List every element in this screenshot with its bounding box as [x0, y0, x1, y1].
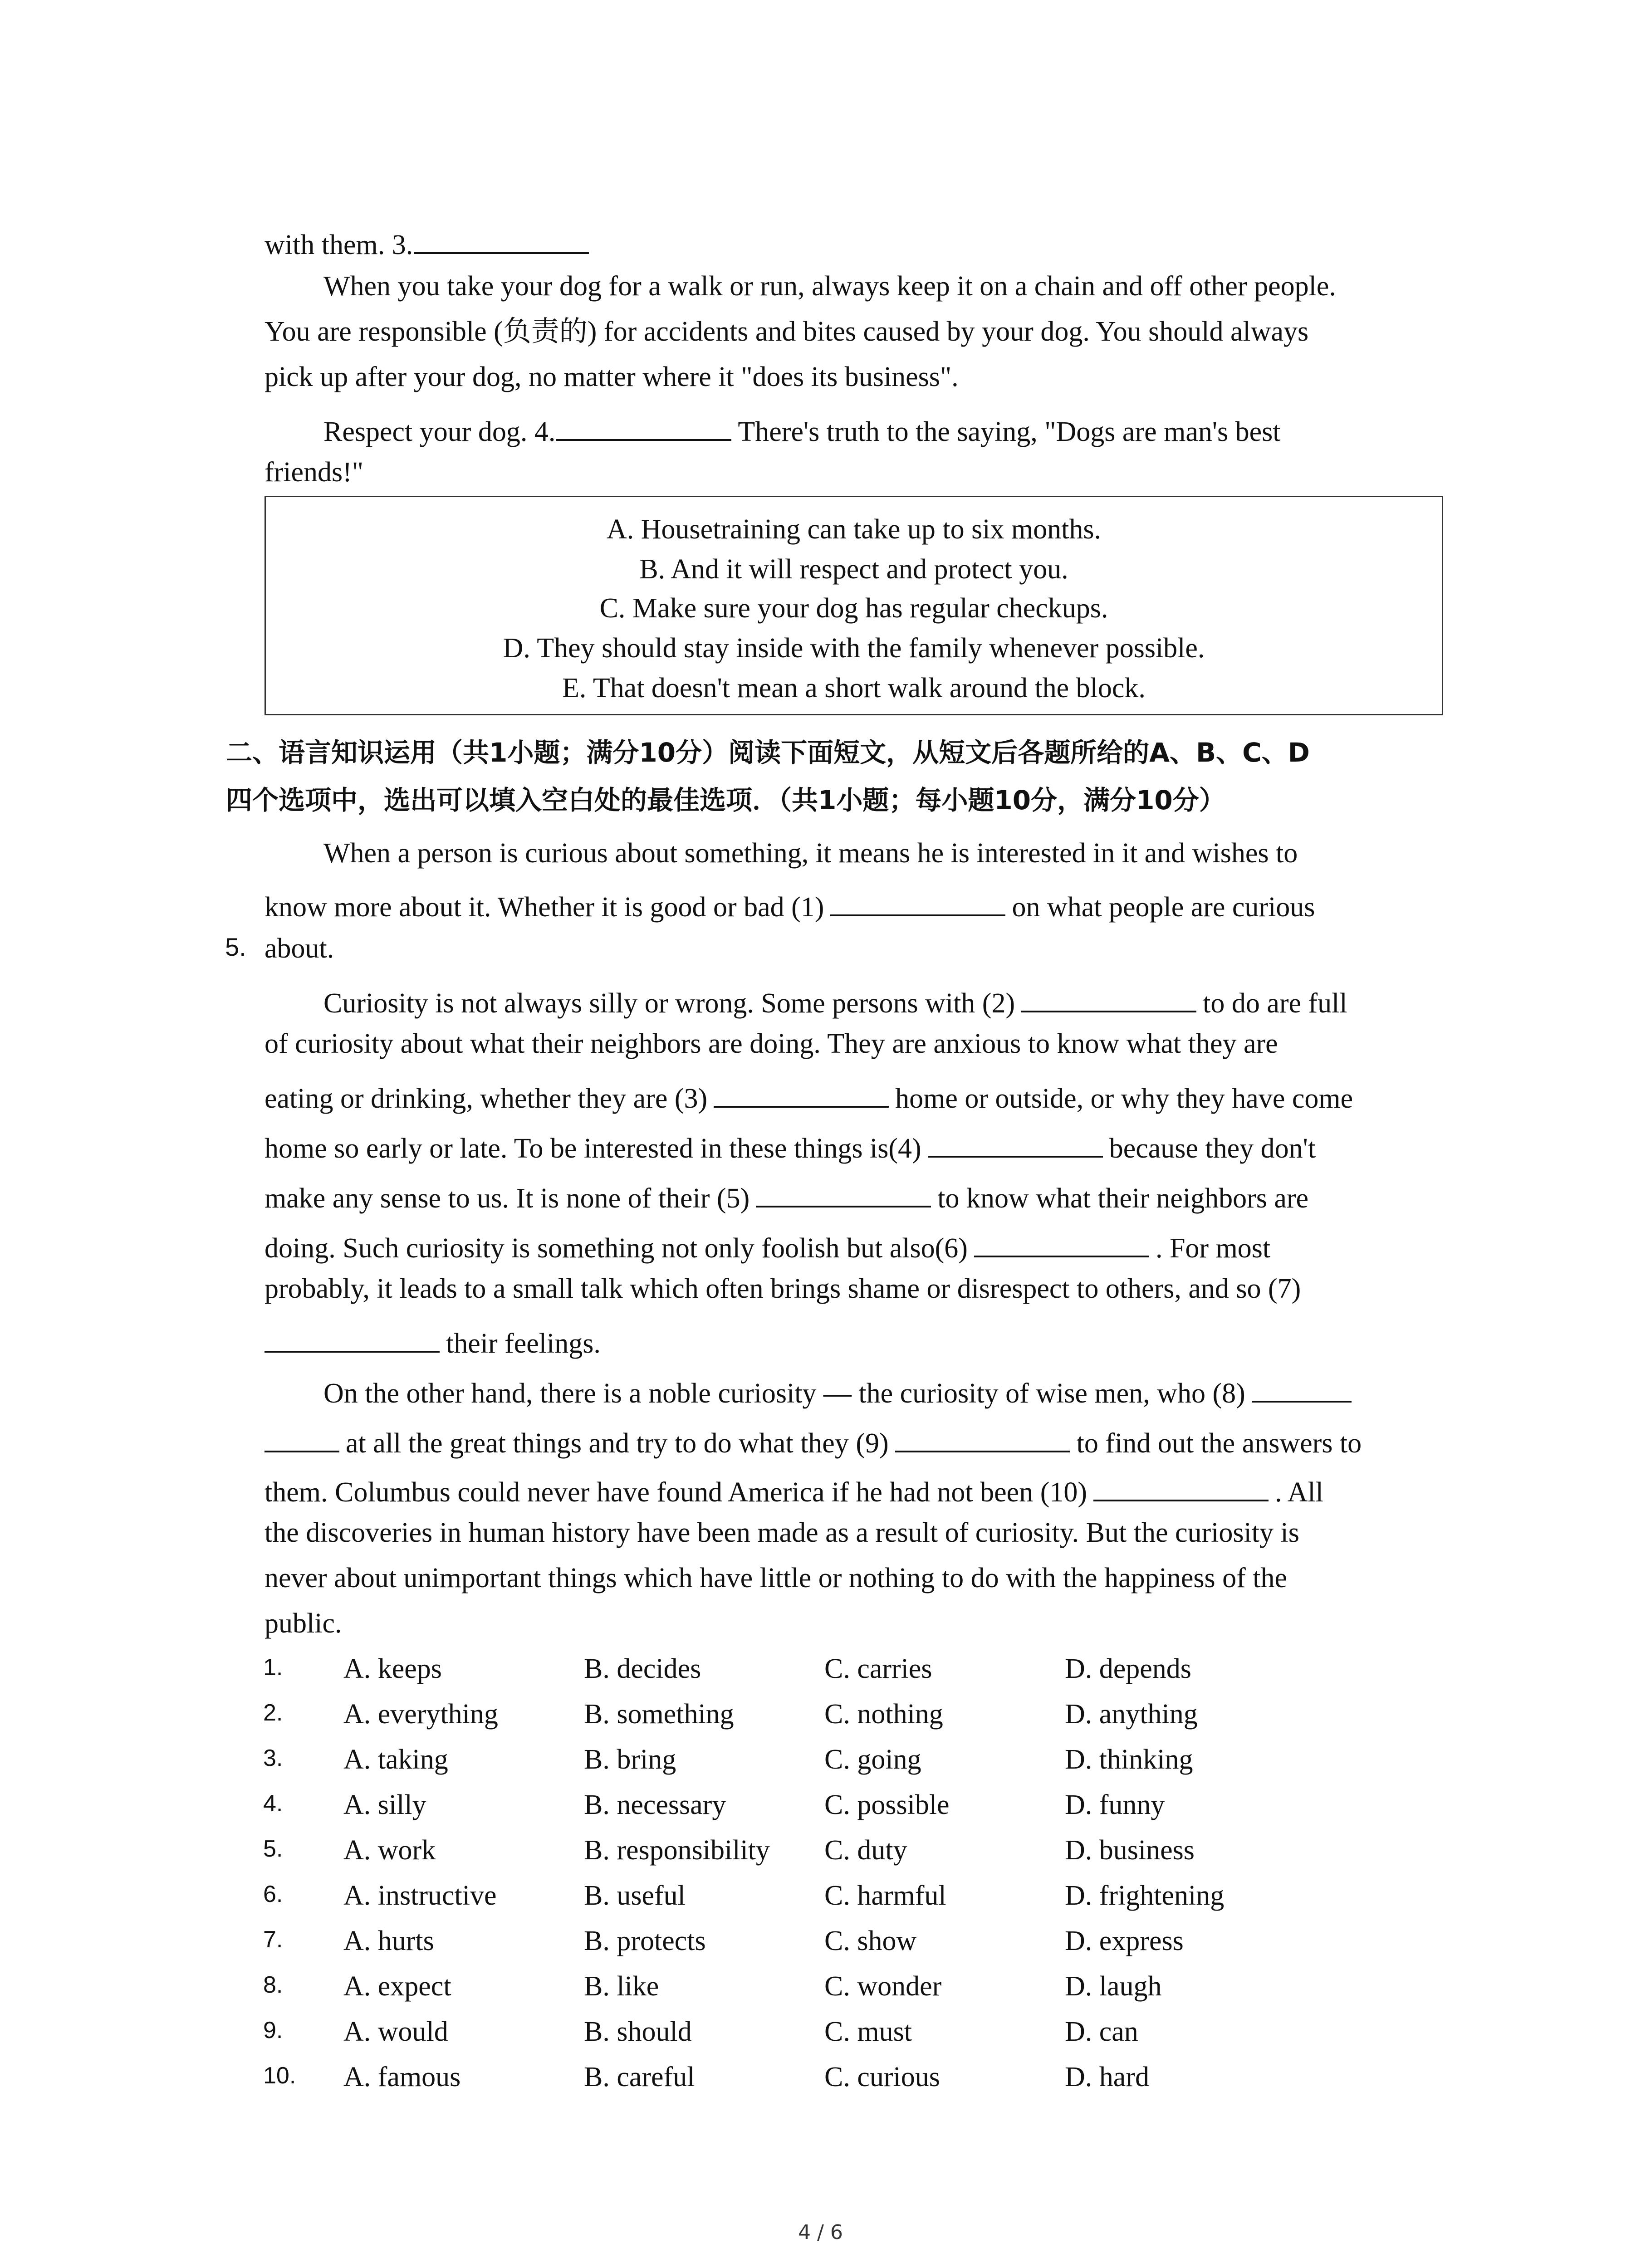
answer-blank — [830, 888, 1005, 916]
question-number: 5. — [225, 933, 246, 961]
question-number: 4. — [263, 1790, 283, 1817]
passage-line: When a person is curious about something, it means he is interested in it and wishes to — [323, 838, 1298, 869]
passage-text: There's truth to the saying, "Dogs are man's best — [738, 416, 1281, 447]
option-b[interactable]: B. should — [584, 2016, 692, 2047]
option-item: E. That doesn't mean a short walk around the block. — [562, 673, 1146, 704]
option-d[interactable]: D. frightening — [1065, 1880, 1225, 1911]
answer-blank — [714, 1080, 889, 1108]
passage-text: to know what their neighbors are — [937, 1183, 1309, 1214]
option-a[interactable]: A. hurts — [343, 1926, 434, 1956]
option-a[interactable]: A. silly — [343, 1789, 426, 1820]
option-b[interactable]: B. useful — [584, 1880, 686, 1911]
option-a[interactable]: A. would — [343, 2016, 448, 2047]
passage-line — [265, 1325, 601, 1358]
passage-line: probably, it leads to a small talk which often brings shame or disrespect to others, and so (7) — [265, 1273, 1301, 1304]
option-d[interactable]: D. express — [1065, 1926, 1184, 1956]
option-a[interactable]: A. everything — [343, 1699, 498, 1730]
question-number: 9. — [263, 2017, 283, 2043]
passage-text: Curiosity is not always silly or wrong. Some persons with (2) — [323, 988, 1015, 1019]
passage-text: to do are full — [1203, 988, 1347, 1019]
option-c[interactable]: C. possible — [824, 1789, 950, 1820]
question-number: 7. — [263, 1926, 283, 1953]
option-a[interactable]: A. work — [343, 1835, 436, 1866]
passage-text: on what people are curious — [1012, 892, 1315, 923]
passage-line: of curiosity about what their neighbors are doing. They are anxious to know what they are — [265, 1028, 1278, 1059]
option-d[interactable]: D. laugh — [1065, 1971, 1162, 2002]
question-number: 1. — [263, 1654, 283, 1681]
answer-blank — [556, 413, 731, 441]
option-c[interactable]: C. harmful — [824, 1880, 946, 1911]
option-d[interactable]: D. anything — [1065, 1699, 1198, 1730]
passage-line: the discoveries in human history have been made as a result of curiosity. But the curiosity is — [265, 1517, 1299, 1548]
passage-text: home so early or late. To be interested in these things is(4) — [265, 1133, 921, 1164]
option-d[interactable]: D. depends — [1065, 1653, 1191, 1684]
option-item: B. And it will respect and protect you. — [639, 554, 1068, 585]
option-c[interactable]: C. must — [824, 2016, 912, 2047]
passage-text: doing. Such curiosity is something not only foolish but also(6) — [265, 1233, 968, 1264]
option-a[interactable]: A. instructive — [343, 1880, 497, 1911]
passage-text: because they don't — [1109, 1133, 1316, 1164]
question-number: 5. — [263, 1836, 283, 1862]
option-box — [265, 496, 1443, 715]
option-b[interactable]: B. responsibility — [584, 1835, 770, 1866]
answer-blank — [1093, 1473, 1269, 1501]
option-a[interactable]: A. expect — [343, 1971, 451, 2002]
passage-line: never about unimportant things which have little or nothing to do with the happiness of the — [265, 1563, 1287, 1593]
option-c[interactable]: C. curious — [824, 2062, 940, 2092]
option-d[interactable]: D. business — [1065, 1835, 1195, 1866]
answer-blank — [895, 1424, 1070, 1452]
section-heading: 四个选项中，选出可以填入空白处的最佳选项．（共1小题；每小题10分，满分10分） — [226, 785, 1225, 816]
passage-text: Respect your dog. 4. — [323, 416, 556, 447]
passage-text: their feelings. — [446, 1328, 601, 1359]
option-b[interactable]: B. decides — [584, 1653, 701, 1684]
passage-line — [265, 888, 1315, 921]
passage-text: to find out the answers to — [1076, 1428, 1362, 1459]
passage-line — [265, 1229, 1270, 1262]
option-c[interactable]: C. show — [824, 1926, 917, 1956]
option-item: A. Housetraining can take up to six months. — [607, 514, 1101, 545]
answer-blank — [756, 1179, 931, 1207]
answer-blank — [414, 226, 589, 254]
option-c[interactable]: C. duty — [824, 1835, 907, 1866]
passage-line — [265, 1129, 1316, 1163]
option-b[interactable]: B. necessary — [584, 1789, 726, 1820]
passage-text: make any sense to us. It is none of their (5) — [265, 1183, 750, 1214]
passage-line: You are responsible (负责的) for accidents and bites caused by your dog. You should always — [265, 316, 1309, 347]
option-item: D. They should stay inside with the family whenever possible. — [503, 633, 1205, 664]
answer-blank — [265, 1325, 440, 1353]
answer-blank — [974, 1229, 1149, 1257]
passage-line — [265, 226, 595, 259]
question-number: 2. — [263, 1700, 283, 1726]
passage-text: eating or drinking, whether they are (3) — [265, 1083, 708, 1114]
option-item: C. Make sure your dog has regular checkups. — [599, 593, 1108, 624]
option-d[interactable]: D. thinking — [1065, 1744, 1193, 1775]
option-b[interactable]: B. bring — [584, 1744, 676, 1775]
passage-text: at all the great things and try to do what they (9) — [346, 1428, 889, 1459]
passage-line — [265, 1424, 1362, 1457]
passage-line — [265, 1080, 1353, 1113]
passage-text: with them. 3. — [265, 230, 413, 260]
option-a[interactable]: A. keeps — [343, 1653, 442, 1684]
question-number: 10. — [263, 2063, 296, 2089]
option-c[interactable]: C. nothing — [824, 1699, 943, 1730]
question-number: 8. — [263, 1972, 283, 1998]
answer-blank — [928, 1129, 1103, 1158]
option-d[interactable]: D. can — [1065, 2016, 1138, 2047]
passage-line — [323, 413, 1281, 446]
passage-text: them. Columbus could never have found America if he had not been (10) — [265, 1477, 1087, 1508]
section-heading: 二、语言知识运用（共1小题；满分10分）阅读下面短文，从短文后各题所给的A、B、C、D — [226, 737, 1310, 768]
passage-line: When you take your dog for a walk or run, always keep it on a chain and off other people. — [323, 271, 1336, 302]
option-c[interactable]: C. going — [824, 1744, 921, 1775]
option-b[interactable]: B. like — [584, 1971, 659, 2002]
option-c[interactable]: C. wonder — [824, 1971, 942, 2002]
page-number: 4 / 6 — [798, 2221, 843, 2244]
question-number: 6. — [263, 1881, 283, 1907]
option-b[interactable]: B. careful — [584, 2062, 695, 2092]
passage-text: know more about it. Whether it is good or bad (1) — [265, 892, 824, 923]
option-b[interactable]: B. protects — [584, 1926, 706, 1956]
option-d[interactable]: D. hard — [1065, 2062, 1149, 2092]
option-a[interactable]: A. taking — [343, 1744, 448, 1775]
passage-text: . For most — [1155, 1233, 1271, 1264]
passage-line — [323, 984, 1347, 1017]
passage-text: On the other hand, there is a noble curiosity — the curiosity of wise men, who (8) — [323, 1378, 1245, 1409]
answer-blank — [1021, 984, 1196, 1012]
passage-line: about. — [265, 933, 334, 964]
option-c[interactable]: C. carries — [824, 1653, 932, 1684]
passage-line: public. — [265, 1608, 342, 1639]
answer-blank — [1252, 1374, 1352, 1403]
answer-blank — [265, 1424, 339, 1452]
passage-text: . All — [1275, 1477, 1323, 1508]
option-a[interactable]: A. famous — [343, 2062, 461, 2092]
passage-text: home or outside, or why they have come — [895, 1083, 1353, 1114]
passage-line: friends!" — [265, 457, 364, 488]
option-b[interactable]: B. something — [584, 1699, 734, 1730]
passage-line — [265, 1179, 1308, 1212]
passage-line: pick up after your dog, no matter where it "does its business". — [265, 362, 959, 392]
passage-line — [265, 1473, 1323, 1506]
question-number: 3. — [263, 1745, 283, 1771]
passage-line — [323, 1374, 1358, 1408]
option-d[interactable]: D. funny — [1065, 1789, 1165, 1820]
